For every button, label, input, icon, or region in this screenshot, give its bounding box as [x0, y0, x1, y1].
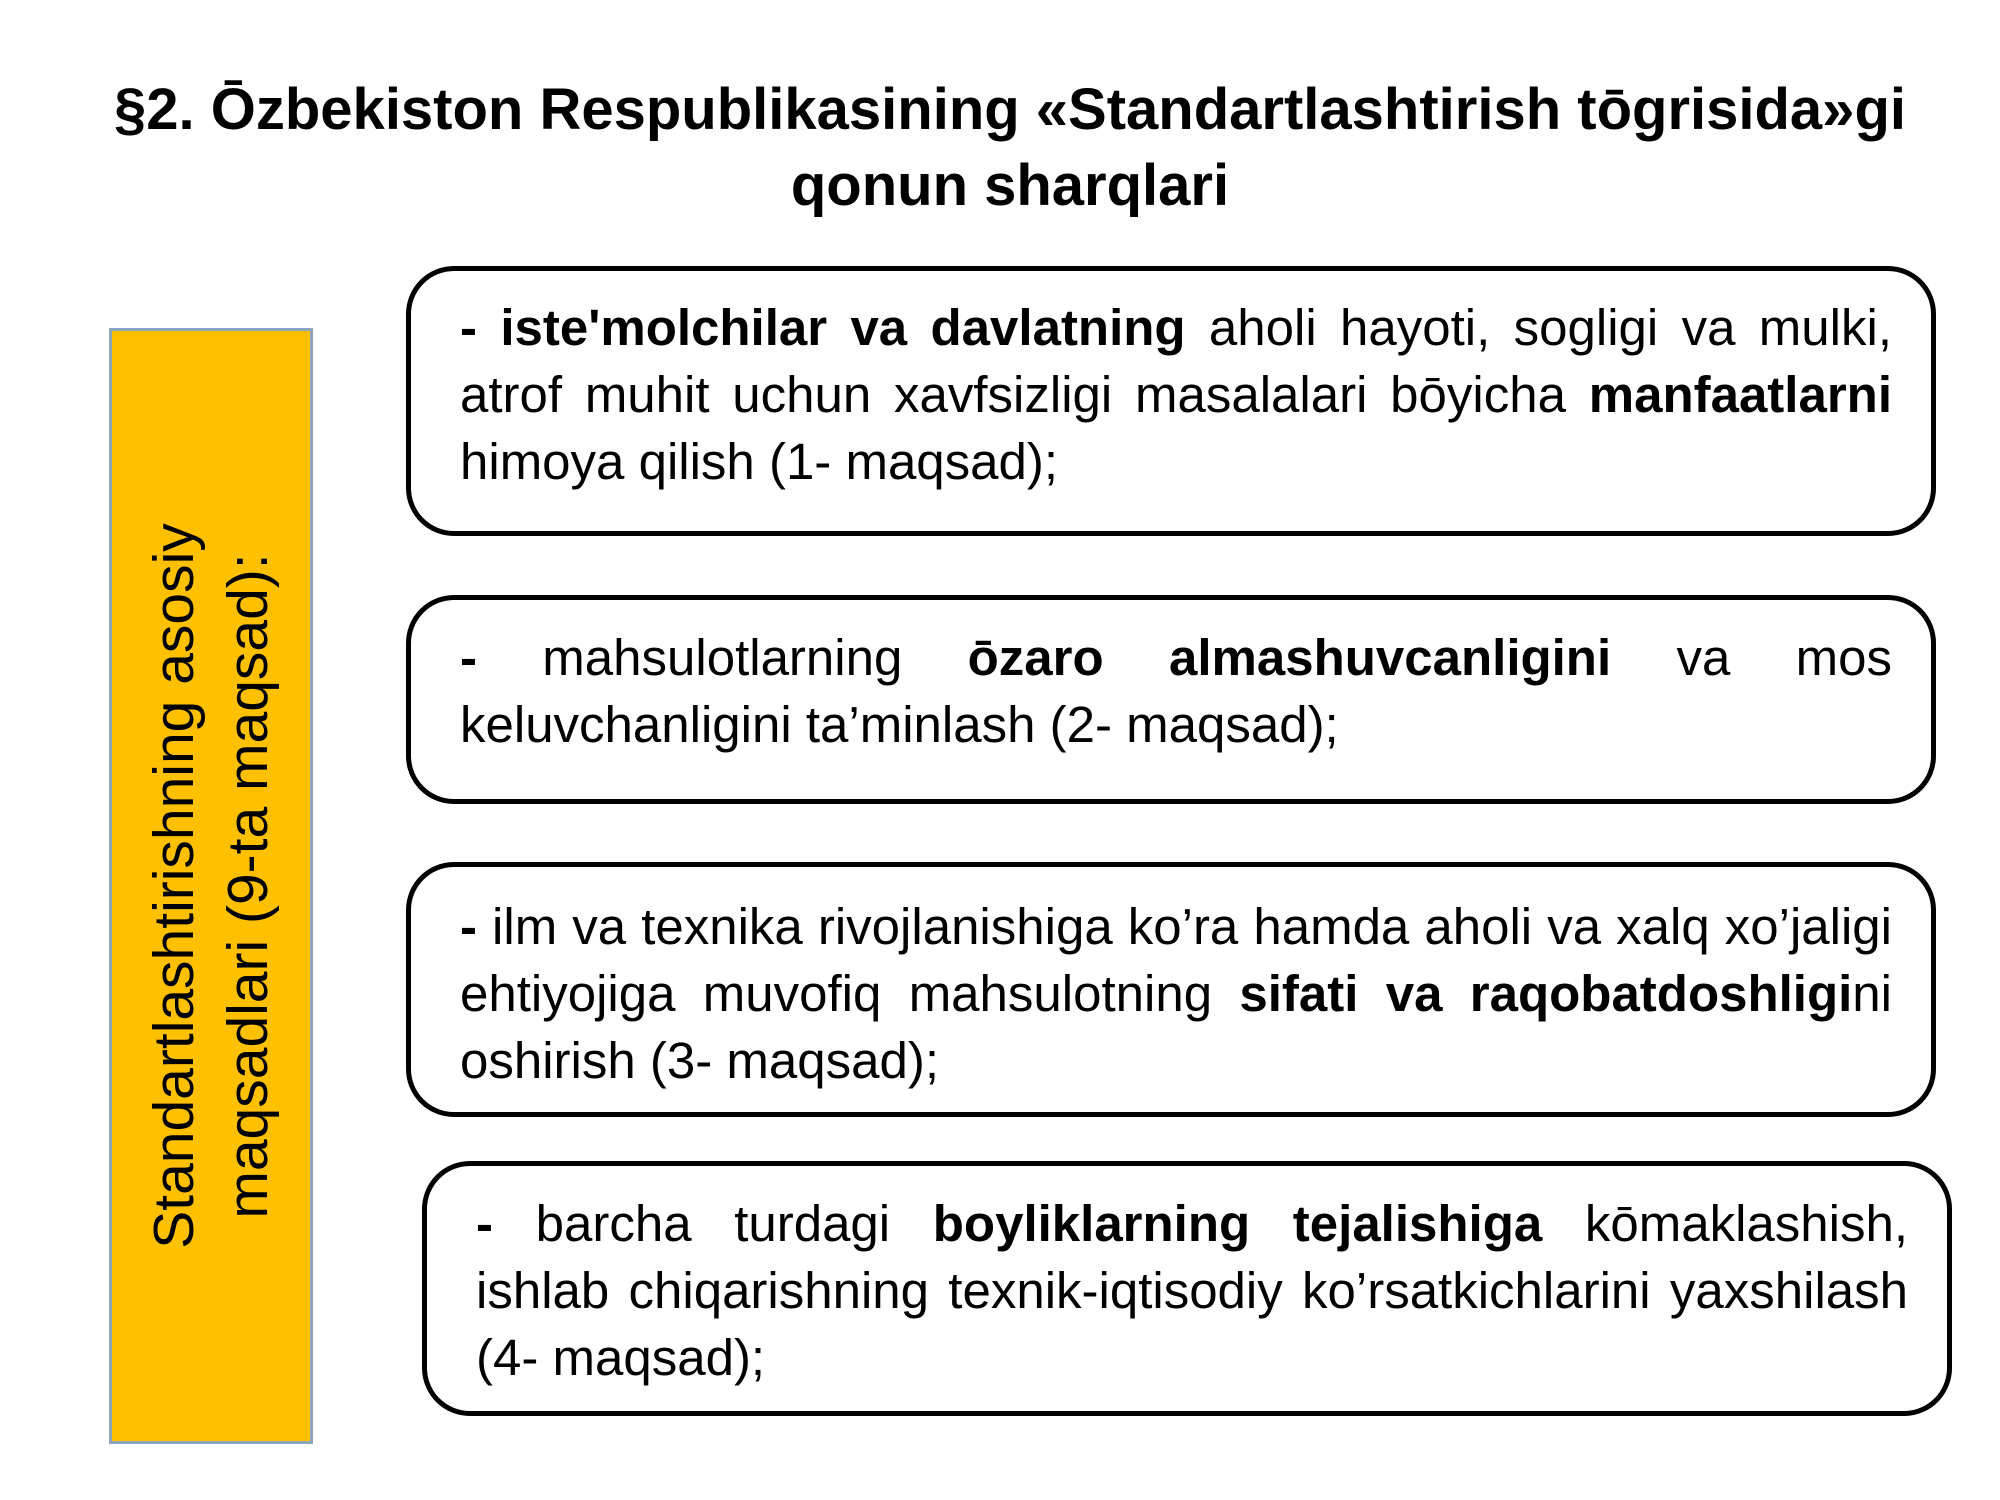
goal-4-bold-1: -: [476, 1195, 493, 1252]
goal-text-3: [460, 893, 1892, 1094]
goal-2-bold-1: -: [460, 629, 477, 686]
goal-1-text-1: aholi hayoti, sogligi va mulki, atrof muhit uchun xavfsizligi masalalari bōyicha: [460, 299, 1892, 423]
side-label-line-2: maqsadlari (9-ta maqsad):: [216, 553, 280, 1219]
goal-1-text-2: himoya qilish (1- maqsad);: [460, 433, 1059, 490]
goal-4-text-1: barcha turdagi: [492, 1195, 933, 1252]
goal-text-4: [476, 1190, 1908, 1391]
goal-3-bold-2: sifati va raqobatdoshligi: [1239, 965, 1853, 1022]
page-title: [40, 72, 1980, 224]
side-label-line-1: Standartlashtirishning asosiy: [142, 523, 206, 1249]
page-title-line-1: §2. Ōzbekiston Respublikasining «Standartlashtirish tōgrisida»gi: [114, 77, 1906, 142]
goal-3-text-1: ilm va texnika rivojlanishiga ko’ra hamda aholi va xalq xo’jaligi ehtiyojiga muvofiq mahsulotning: [460, 898, 1892, 1022]
goal-2-bold-2: ōzaro almashuvcanligini: [967, 629, 1612, 686]
side-label-box: [109, 328, 313, 1444]
goal-text-2: [460, 624, 1892, 758]
goal-1-bold-1: - iste'molchilar va davlatning: [460, 299, 1186, 356]
page-title-line-2: qonun sharqlari: [790, 153, 1230, 218]
goal-2-text-1: mahsulotlarning: [476, 629, 968, 686]
goal-1-bold-2: manfaatlarni: [1588, 366, 1892, 423]
goal-4-bold-2: boyliklarning tejalishiga: [932, 1195, 1543, 1252]
goal-3-bold-1: -: [460, 898, 477, 955]
side-label-text: [137, 386, 285, 1386]
goal-2-text-2: va mos keluvchanligini ta’minlash (2- maqsad);: [460, 629, 1892, 753]
goal-text-1: [460, 294, 1892, 495]
goal-3-text-2: ni oshirish (3- maqsad);: [460, 965, 1892, 1089]
goal-4-text-2: kōmaklashish, ishlab chiqarishning texnik-iqtisodiy ko’rsatkichlarini yaxshilash (4- maqsad);: [476, 1195, 1908, 1386]
